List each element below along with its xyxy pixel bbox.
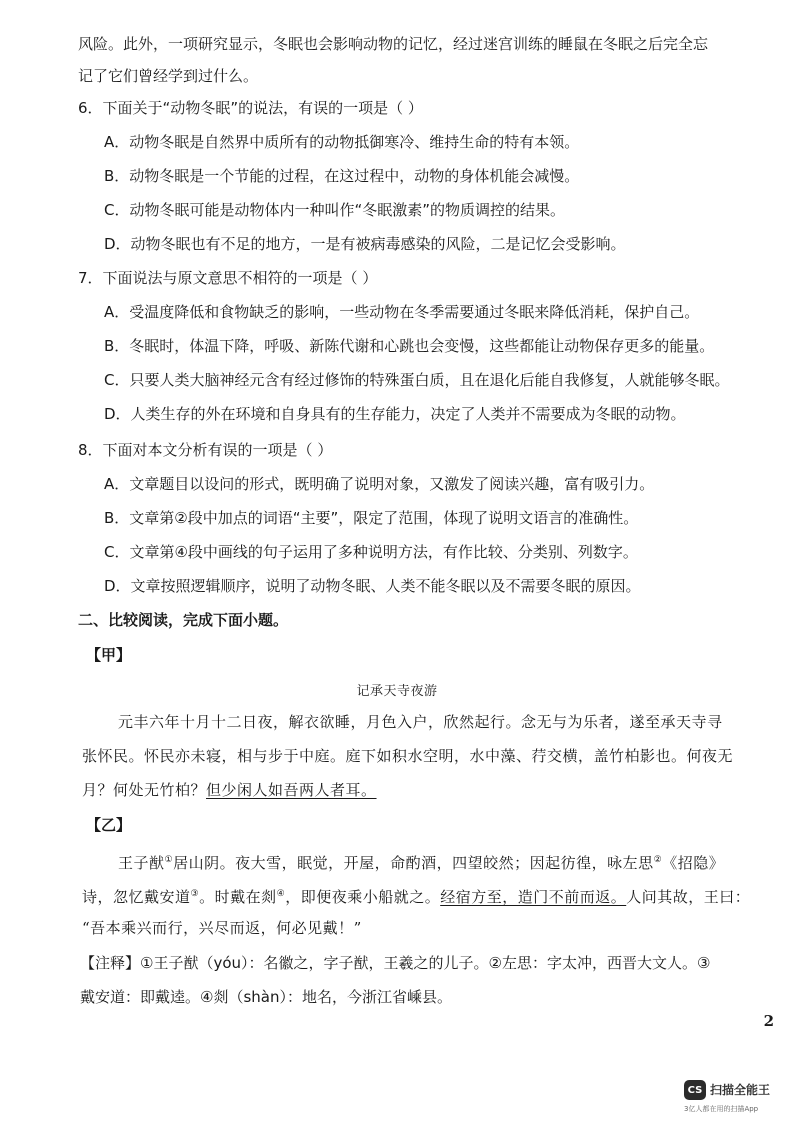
passage-yi-line (82, 884, 750, 907)
note-marker: ④ (276, 889, 286, 899)
question-8-option-b: B．文章第②段中加点的词语“主要”，限定了范围，体现了说明文语言的准确性。 (104, 509, 639, 527)
question-7-option-b: B．冬眠时，体温下降，呼吸、新陈代谢和心跳也会变慢，这些都能让动物保存更多的能量。 (104, 337, 715, 355)
yi-text: 居山阴。夜大雪，眠觉，开屋，命酌酒，四望皎然；因起彷徨，咏左思 (173, 854, 654, 872)
question-7-option-d: D．人类生存的外在环境和自身具有的生存能力，决定了人类并不需要成为冬眠的动物。 (104, 405, 686, 423)
passage-jia-line: 张怀民。怀民亦未寝，相与步于中庭。庭下如积水空明，水中藻、荇交横，盖竹柏影也。何夜无 (82, 747, 734, 765)
jia-text: 月？何处无竹柏？ (82, 781, 207, 799)
passage-jia-label: 【甲】 (86, 646, 132, 664)
question-8-option-c: C．文章第④段中画线的句子运用了多种说明方法，有作比较、分类别、列数字。 (104, 543, 638, 561)
yi-text: 王子猷 (118, 854, 165, 872)
question-6-option-d: D．动物冬眠也有不足的地方，一是有被病毒感染的风险，二是记忆会受影响。 (104, 235, 626, 253)
scanner-app-name: 扫描全能王 (710, 1083, 771, 1097)
note-marker: ① (164, 855, 174, 865)
question-7-option-a: A．受温度降低和食物缺乏的影响，一些动物在冬季需要通过冬眠来降低消耗，保护自己。 (104, 303, 700, 321)
yi-text: 诗，忽忆戴安道 (82, 888, 191, 906)
passage-jia-line: 元丰六年十月十二日夜，解衣欲睡，月色入户，欣然起行。念无与为乐者，遂至承天寺寻 (118, 713, 723, 731)
page-number: 2 (763, 1012, 774, 1030)
yi-text: 人问其故，王曰： (626, 888, 751, 906)
question-6-stem: 6．下面关于“动物冬眠”的说法，有误的一项是（ ） (78, 99, 423, 117)
notes-line: 【注释】①王子猷（yóu）：名徽之，字子猷，王羲之的儿子。②左思：字太冲，西晋大文人。③ (80, 954, 711, 972)
yi-text: ，即便夜乘小船就之。 (285, 888, 441, 906)
yi-text: 。时戴在剡 (199, 888, 277, 906)
yi-text: 《招隐》 (662, 854, 725, 872)
passage-jia-line (82, 780, 377, 800)
question-7-stem: 7．下面说法与原文意思不相符的一项是（ ） (78, 269, 378, 287)
scanner-tagline: 3亿人都在用的扫描App (684, 1105, 759, 1113)
question-8-stem: 8．下面对本文分析有误的一项是（ ） (78, 441, 333, 459)
question-6-option-a: A．动物冬眠是自然界中质所有的动物抵御寒冷、维持生命的特有本领。 (104, 133, 580, 151)
question-6-option-b: B．动物冬眠是一个节能的过程，在这过程中，动物的身体机能会减慢。 (104, 167, 580, 185)
passage-yi-line: “吾本乘兴而行，兴尽而返，何必见戴！” (82, 919, 362, 937)
yi-underlined-sentence: 经宿方至，造门不前而返。 (440, 888, 627, 906)
question-6-option-c: C．动物冬眠可能是动物体内一种叫作“冬眠激素”的物质调控的结果。 (104, 201, 566, 219)
passage-yi-label: 【乙】 (86, 816, 132, 834)
question-8-option-d: D．文章按照逻辑顺序，说明了动物冬眠、人类不能冬眠以及不需要冬眠的原因。 (104, 577, 641, 595)
passage-line: 记了它们曾经学到过什么。 (78, 67, 259, 85)
note-marker: ② (653, 855, 663, 865)
passage-yi-line (118, 850, 724, 873)
note-marker: ③ (190, 889, 200, 899)
passage-line: 风险。此外，一项研究显示，冬眠也会影响动物的记忆，经过迷宫训练的睡鼠在冬眠之后完全忘 (78, 35, 709, 53)
section-heading: 二、比较阅读，完成下面小题。 (78, 611, 289, 629)
passage-jia-title: 记承天寺夜游 (356, 684, 438, 699)
jia-underlined-sentence: 但少闲人如吾两人者耳。 (206, 781, 377, 799)
camscanner-logo-icon: CS (684, 1080, 706, 1100)
notes-line: 戴安道：即戴逵。④剡（shàn）：地名，今浙江省嵊县。 (80, 988, 452, 1006)
question-7-option-c: C．只要人类大脑神经元含有经过修饰的特殊蛋白质，且在退化后能自我修复，人就能够冬眠。 (104, 371, 730, 389)
question-8-option-a: A．文章题目以设问的形式，既明确了说明对象，又激发了阅读兴趣，富有吸引力。 (104, 475, 655, 493)
